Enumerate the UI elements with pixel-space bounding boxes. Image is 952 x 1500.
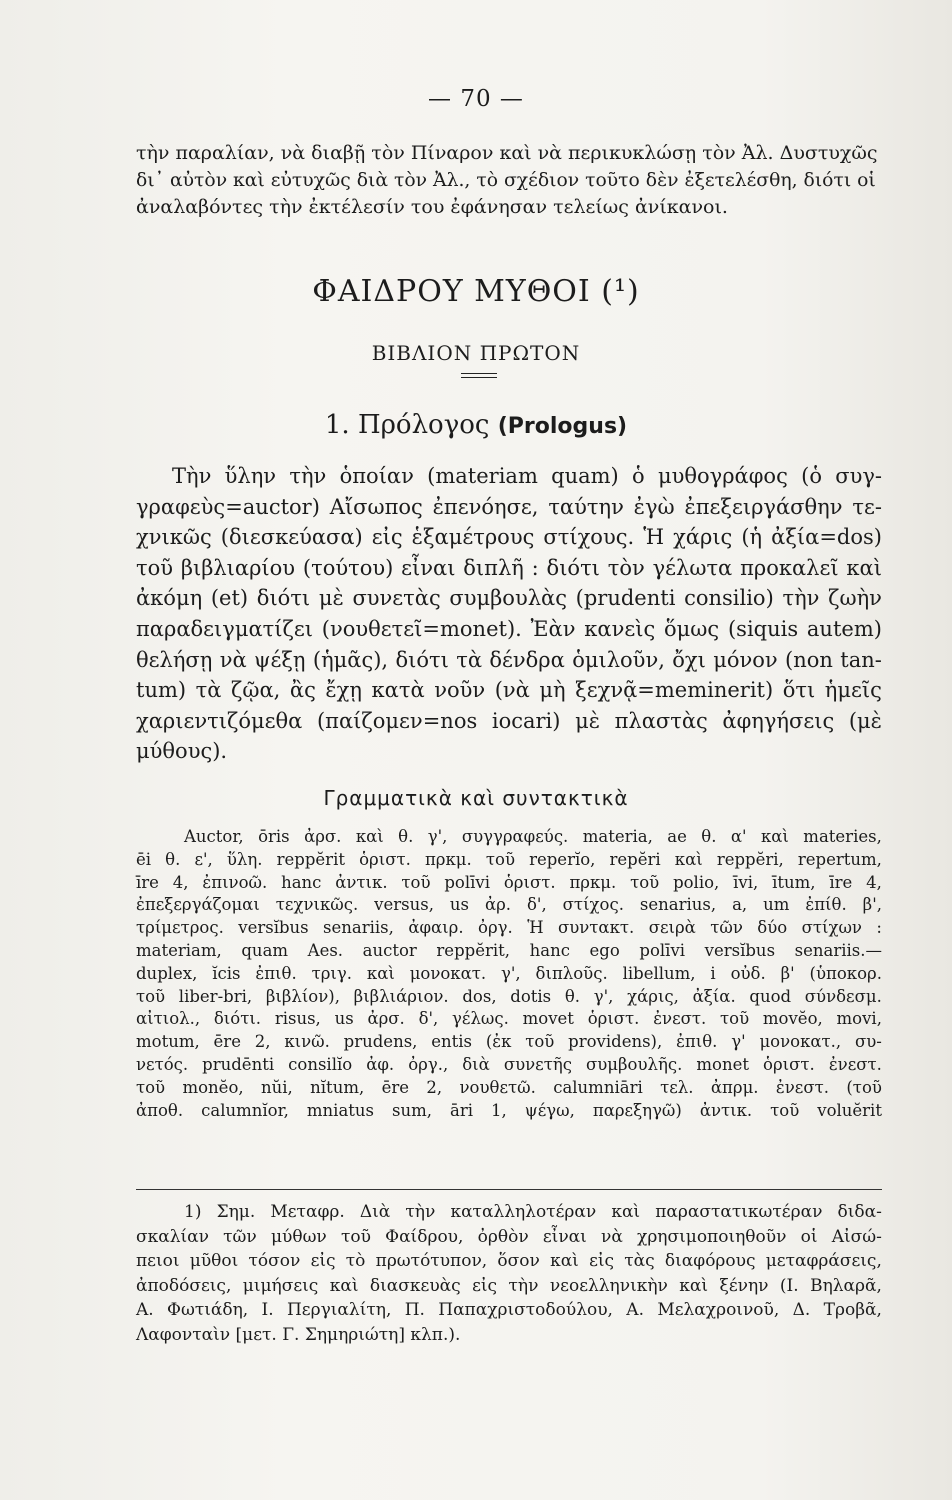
grammar-heading: Γραμματικὰ καὶ συντακτικὰ [323, 786, 629, 810]
text-line: Λαφονταὶν [μετ. Γ. Σημηριώτη] κλπ.). [136, 1324, 461, 1345]
text-line: μύθους). [136, 739, 228, 764]
text-line: δι᾿ αὐτὸν καὶ εὐτυχῶς διὰ τὸν Ἀλ., τὸ σχέδιον τοῦτο δὲν ἐξετελέσθη, διότι οἱ [136, 170, 876, 191]
text-line: ἀποδόσεις, μιμήσεις καὶ διασκευὰς εἰς τὴν νεοελληνικὴν καὶ ξένην (Ι. Βηλαρᾶ, [136, 1275, 882, 1296]
section-title-greek: Πρόλογος [357, 410, 490, 440]
text-line: Α. Φωτιάδη, Ι. Περγιαλίτη, Π. Παπαχριστοδούλου, Α. Μελαχροινοῦ, Δ. Τροβᾶ, [136, 1300, 882, 1320]
text-line: Auctor, ōris ἀρσ. καὶ θ. γ', συγγραφεύς. materia, ae θ. α' καὶ materies, [184, 827, 882, 846]
text-line: νετός. prudēnti consilĭo ἀφ. ὀργ., διὰ συνετῆς συμβουλῆς. monet ὁριστ. ἐνεστ. [136, 1054, 882, 1074]
page-number: — 70 — [428, 86, 524, 112]
text-line: θελήσῃ νὰ ψέξῃ (ἡμᾶς), διότι τὰ δένδρα ὁμιλοῦν, ὄχι μόνον (non tan- [136, 647, 882, 672]
text-line: ēi θ. ε', ὕλη. reppĕrit ὁριστ. πρκμ. τοῦ reperĭo, repĕri καὶ reppĕri, repertum, [136, 849, 882, 869]
text-line: Τὴν ὕλην τὴν ὁποίαν (materiam quam) ὁ μυθογράφος (ὁ συγ- [172, 464, 882, 488]
text-line: tum) τὰ ζῷα, ἂς ἔχῃ κατὰ νοῦν (νὰ μὴ ξεχνᾷ=meminerit) ὅτι ἡμεῖς [136, 678, 882, 703]
double-rule-divider [461, 373, 497, 378]
footnote-divider [136, 1189, 882, 1190]
text-line: γραφεὺς=auctor) Αἴσωπος ἐπενόησε, ταύτην ἐγὼ ἐπεξειργάσθην τε- [136, 494, 882, 519]
text-line: ἐπεξεργάζομαι τεχνικῶς. versus, us ἀρ. δ', στίχος. senarius, a, um ἐπίθ. β', [136, 895, 882, 915]
section-title-latin: (Prologus) [497, 414, 628, 439]
text-line: īre 4, ἐπινοῶ. hanc ἀντικ. τοῦ polīvi ὁριστ. πρκμ. τοῦ polio, īvi, ītum, īre 4, [136, 872, 882, 892]
text-line: χαριεντιζόμεθα (παίζομεν=nos iocari) μὲ πλαστὰς ἀφηγήσεις (μὲ [136, 708, 882, 733]
text-line: ἀποθ. calumnĭor, mniatus sum, āri 1, ψέγω, παρεξηγῶ) ἀντικ. τοῦ voluĕrit [136, 1100, 882, 1120]
text-line: αἰτιολ., διότι. risus, us ἀρσ. δ', γέλως. movet ὁριστ. ἐνεστ. τοῦ movĕo, movi, [136, 1009, 882, 1029]
text-line: σκαλίαν τῶν μύθων τοῦ Φαίδρου, ὀρθὸν εἶναι νὰ χρησιμοποιηθοῦν οἱ Αἰσώ- [136, 1226, 882, 1247]
section-number: 1. [324, 410, 350, 440]
text-line: τοῦ monĕo, nŭi, nĭtum, ēre 2, νουθετῶ. calumniāri τελ. ἀπρμ. ἐνεστ. (τοῦ [136, 1077, 882, 1097]
text-line: materiam, quam Aes. auctor reppĕrit, hanc ego polīvi versĭbus senariis.— [136, 940, 882, 960]
text-line: duplex, ĭcis ἐπιθ. τριγ. καὶ μονοκατ. γ', διπλοῦς. libellum, i οὐδ. β' (ὑποκορ. [136, 963, 882, 983]
text-line: 1) Σημ. Μεταφρ. Διὰ τὴν καταλληλοτέραν καὶ παραστατικωτέραν διδα- [184, 1202, 882, 1222]
text-line: τοῦ βιβλιαρίου (τούτου) εἶναι διπλῆ : διότι τὸν γέλωτα προκαλεῖ καὶ [136, 555, 882, 580]
text-line: χνικῶς (διεσκεύασα) εἰς ἑξαμέτρους στίχους. Ἡ χάρις (ἡ ἀξία=dos) [136, 525, 882, 550]
text-line: motum, ēre 2, κινῶ. prudens, entis (ἐκ τοῦ providens), ἐπιθ. γ' μονοκατ., συ- [136, 1032, 882, 1052]
text-line: ἀκόμη (et) διότι μὲ συνετὰς συμβουλὰς (prudenti consilio) τὴν ζωὴν [136, 586, 882, 611]
footnote [136, 1200, 882, 1347]
grammar-notes [136, 826, 882, 1122]
text-line: τρίμετρος. versĭbus senariis, ἀφαιρ. ὀργ. Ἡ συντακτ. σειρὰ τῶν δύο στίχων : [136, 918, 882, 938]
page-title: ΦΑΙΔΡΟΥ ΜΥΘΟΙ (¹) [312, 274, 640, 309]
text-line: ἀναλαβόντες τὴν ἐκτέλεσίν του ἐφάνησαν τελείως ἀνίκανοι. [136, 196, 728, 218]
section-heading [0, 410, 952, 440]
intro-paragraph [136, 140, 882, 221]
text-line: τὴν παραλίαν, νὰ διαβῇ τὸν Πίναρον καὶ νὰ περικυκλώσῃ τὸν Ἀλ. Δυστυχῶς [136, 142, 878, 164]
text-line: παραδειγματίζει (νουθετεῖ=monet). Ἐὰν κανεὶς ὅμως (siquis autem) [136, 616, 882, 641]
body-paragraph [136, 461, 882, 767]
book-subtitle: ΒΙΒΛΙΟΝ ΠΡΩΤΟΝ [371, 341, 581, 365]
text-line: πειοι μῦθοι τόσον εἰς τὸ πρωτότυπον, ὅσον καὶ εἰς τὰς διαφόρους μεταφράσεις, [136, 1251, 882, 1271]
text-line: τοῦ liber-bri, βιβλίον), βιβλιάριον. dos, dotis θ. γ', χάρις, ἀξία. quod σύνδεσμ. [136, 986, 882, 1006]
